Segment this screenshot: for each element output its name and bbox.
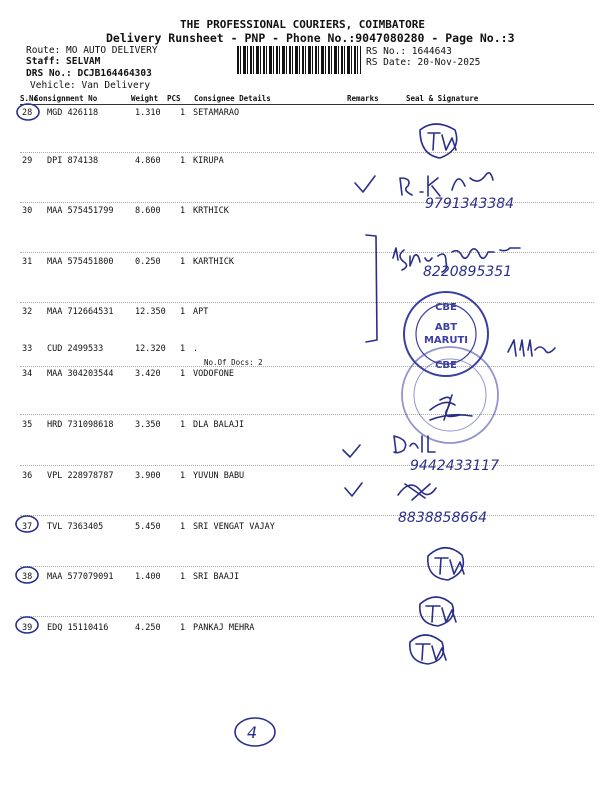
row-consignee: SRI BAAJI (193, 572, 240, 582)
signature-mark (430, 395, 472, 420)
route-label: Route: MO AUTO DELIVERY (26, 45, 158, 56)
company-title: THE PROFESSIONAL COURIERS, COIMBATORE (180, 18, 426, 31)
row-sno: 30 (22, 206, 33, 216)
row-consignment: EDQ 15110416 (47, 623, 109, 633)
row-pcs: 1 (180, 257, 186, 267)
page-mark-text: 4 (247, 723, 258, 742)
drs-number: DRS No.: DCJB164464303 (26, 68, 152, 79)
stamp-text: ABT (434, 322, 458, 333)
row-pcs: 1 (180, 369, 186, 379)
handwritten-phone: 9442433117 (410, 458, 500, 474)
col-consignee: Consignee Details (194, 94, 271, 103)
handwritten-phone: 8220895351 (423, 264, 513, 280)
col-weight: Weight (131, 94, 159, 103)
col-pcs: PCS (167, 94, 181, 103)
row-sno: 37 (22, 522, 33, 532)
signature-mark (508, 340, 555, 356)
stamp-text: MARUTI (423, 335, 469, 346)
signature-mark (398, 484, 436, 500)
rs-date: RS Date: 20-Nov-2025 (366, 57, 481, 68)
row-consignment: HRD 731098618 (47, 420, 114, 430)
row-consignee: KARTHICK (193, 257, 234, 267)
row-consignee: DLA BALAJI (193, 420, 245, 430)
row-consignee: KIRUPA (193, 156, 224, 166)
handwritten-phone: 9791343384 (425, 196, 515, 212)
row-pcs: 1 (180, 156, 186, 166)
check-mark-icon (355, 176, 375, 192)
sno-circle-mark (16, 567, 38, 583)
row-weight: 12.350 (135, 307, 166, 317)
row-weight: 8.600 (135, 206, 161, 216)
row-consignment: MAA 577079091 (47, 572, 114, 582)
sno-circle-mark (17, 104, 39, 120)
row-consignment: MAA 575451800 (47, 257, 114, 267)
row-pcs: 1 (180, 522, 186, 532)
row-pcs: 1 (180, 108, 186, 118)
signature-mark (410, 635, 446, 664)
row-sno: 32 (22, 307, 33, 317)
row-sno: 28 (22, 108, 33, 118)
row-consignment: VPL 228978787 (47, 471, 114, 481)
row-weight: 3.350 (135, 420, 161, 430)
row-weight: 5.450 (135, 522, 161, 532)
row-weight: 1.400 (135, 572, 161, 582)
signature-mark (428, 548, 464, 580)
row-consignment: MAA 304203544 (47, 369, 114, 379)
row-sno: 34 (22, 369, 33, 379)
row-sno: 35 (22, 420, 33, 430)
row-sno: 39 (22, 623, 33, 633)
row-sno: 31 (22, 257, 33, 267)
row-consignment: MAA 575451799 (47, 206, 114, 216)
row-sno: 36 (22, 471, 33, 481)
row-pcs: 1 (180, 572, 186, 582)
grouping-bracket (366, 235, 377, 342)
row-consignment: DPI 874138 (47, 156, 99, 166)
row-weight: 4.250 (135, 623, 161, 633)
row-pcs: 1 (180, 471, 186, 481)
row-consignee: KRTHICK (193, 206, 229, 216)
row-consignee: PANKAJ MEHRA (193, 623, 255, 633)
signature-mark (420, 597, 456, 626)
row-sno: 29 (22, 156, 33, 166)
row-weight: 0.250 (135, 257, 161, 267)
row-consignee: YUVUN BABU (193, 471, 245, 481)
row-consignment: TVL 7363405 (47, 522, 104, 532)
runsheet-subtitle: Delivery Runsheet - PNP - Phone No.:9047080280 - Page No.:3 (106, 31, 515, 45)
row-consignee: VODOFONE (193, 369, 234, 379)
row-sno: 38 (22, 572, 33, 582)
row-pcs: 1 (180, 206, 186, 216)
row-consignee: SETAMARAO (193, 108, 240, 118)
row-weight: 4.860 (135, 156, 161, 166)
row-consignment: MGD 426118 (47, 108, 99, 118)
sno-circle-mark (16, 617, 38, 633)
col-sno: S.No (20, 94, 39, 103)
courier-stamp (404, 292, 488, 376)
stamp-text: CBE (435, 360, 457, 371)
row-pcs: 1 (180, 344, 186, 354)
check-mark-icon (345, 483, 362, 496)
row-pcs: 1 (180, 420, 186, 430)
row-pcs: 1 (180, 623, 186, 633)
sno-circle-mark (16, 516, 38, 532)
check-mark-icon (343, 445, 360, 457)
staff-label: Staff: SELVAM (26, 56, 101, 67)
signature-mark (420, 124, 457, 158)
row-weight: 3.900 (135, 471, 161, 481)
signature-mark (400, 173, 493, 196)
handwritten-phone: 8838858664 (398, 510, 488, 526)
stamp-text: CBE (435, 302, 457, 313)
row-weight: 12.320 (135, 344, 166, 354)
vehicle-label: Vehicle: Van Delivery (30, 80, 151, 91)
row-pcs: 1 (180, 307, 186, 317)
row-weight: 1.310 (135, 108, 161, 118)
row-consignment: CUD 2499533 (47, 344, 104, 354)
rs-number: RS No.: 1644643 (366, 46, 452, 57)
col-consignment: Consignment No (34, 94, 98, 103)
row-consignee: APT (193, 307, 209, 317)
page-mark (235, 718, 275, 746)
row-consignee: SRI VENGAT VAJAY (193, 522, 275, 532)
col-remarks: Remarks (347, 94, 379, 103)
col-seal: Seal & Signature (406, 94, 479, 103)
row-consignee: . (193, 344, 199, 354)
docs-note: No.Of Docs: 2 (204, 358, 263, 367)
row-sno: 33 (22, 344, 33, 354)
row-consignment: MAA 712664531 (47, 307, 114, 317)
row-weight: 3.420 (135, 369, 161, 379)
